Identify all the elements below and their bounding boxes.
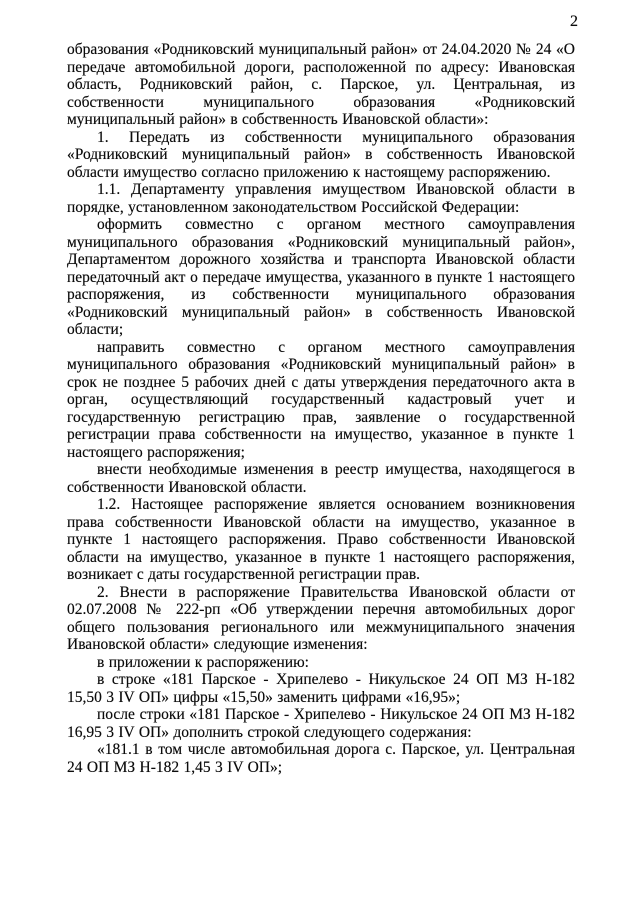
document-body bbox=[67, 41, 575, 776]
paragraph-subitem-vnesti: внести необходимые изменения в реестр имущества, находящегося в собственности Ивановской области. bbox=[67, 461, 575, 496]
paragraph-item-2: 2. Внести в распоряжение Правительства Ивановской области от 02.07.2008 № 222-рп «Об утверждении перечня автомобильных дорог общего пользования регионального или межмуниципального значения Ивановской области» следующие изменения: bbox=[67, 583, 575, 653]
paragraph-row-addition-text: «181.1 в том числе автомобильная дорога с. Парское, ул. Центральная 24 ОП МЗ Н-182 1,45 3 IV ОП»; bbox=[67, 741, 575, 776]
paragraph-row-amendment: в строке «181 Парское - Хрипелево - Никульское 24 ОП МЗ Н-182 15,50 3 IV ОП» цифры «15,50» заменить цифрами «16,95»; bbox=[67, 671, 575, 706]
paragraph-item-1: 1. Передать из собственности муниципального образования «Родниковский муниципальный район» в собственность Ивановской области имущество согласно приложению к настоящему распоряжению. bbox=[67, 128, 575, 181]
paragraph-item-1-1: 1.1. Департаменту управления имуществом Ивановской области в порядке, установленном законодательством Российской Федерации: bbox=[67, 181, 575, 216]
paragraph-continuation: образования «Родниковский муниципальный район» от 24.04.2020 № 24 «О передаче автомобильной дороги, расположенной по адресу: Ивановская область, Родниковский район, с. Парское, ул. Центральная, из собственности муниципального образования «Родниковский муниципальный район» в собственность Ивановской области»: bbox=[67, 41, 575, 128]
paragraph-row-addition-intro: после строки «181 Парское - Хрипелево - Никульское 24 ОП МЗ Н-182 16,95 3 IV ОП» дополнить строкой следующего содержания: bbox=[67, 706, 575, 741]
paragraph-annex-intro: в приложении к распоряжению: bbox=[97, 653, 309, 671]
paragraph-subitem-napravit: направить совместно с органом местного самоуправления муниципального образования «Родниковский муниципальный район» в срок не позднее 5 рабочих дней с даты утверждения передаточного акта в орган, осуществляющий государственный кадастровый учет и государственную регистрацию прав, заявление о государственной регистрации права собственности на имущество, указанное в пункте 1 настоящего распоряжения; bbox=[67, 338, 575, 461]
page-number: 2 bbox=[570, 13, 578, 30]
paragraph-item-1-2: 1.2. Настоящее распоряжение является основанием возникновения права собственности Ивановской области на имущество, указанное в пункте 1 настоящего распоряжения. Право собственности Ивановской области на имущество, указанное в пункте 1 настоящего распоряжения, возникает с даты государственной регистрации прав. bbox=[67, 496, 575, 583]
paragraph-subitem-oformit: оформить совместно с органом местного самоуправления муниципального образования «Родниковский муниципальный район», Департаментом дорожного хозяйства и транспорта Ивановской области передаточный акт о передаче имущества, указанного в пункте 1 настоящего распоряжения, из собственности муниципального образования «Родниковский муниципальный район» в собственность Ивановской области; bbox=[67, 216, 575, 338]
